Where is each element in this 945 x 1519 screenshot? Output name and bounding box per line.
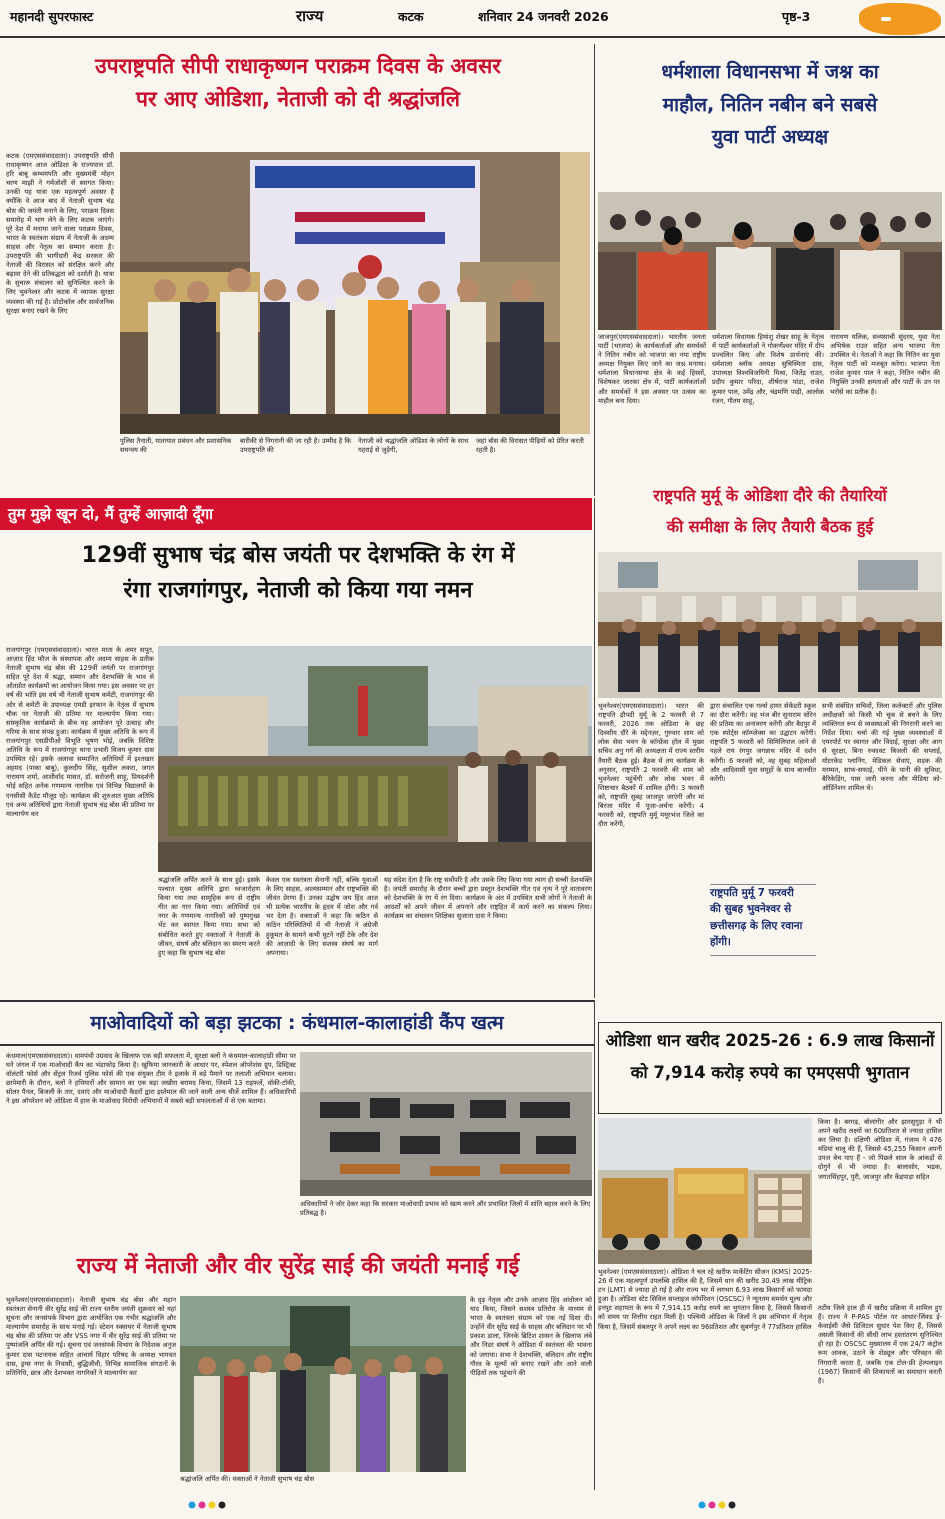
story6-body-col1: भुवनेश्वर(एमएससंवाददाता)। नेताजी सुभाष चंद्र बोस और महान स्वतंत्रता सेनानी वीर सुरेंद्र साई की राज्य स्तरीय जयंती शुक्रवार को यहां सूचना और जनसंपर्क विभाग द्वारा आयोजित एक गंभीर श्रद्धांजलि और माल्यार्पण समारोह के साथ मनाई गई। स्टेशन स्क्वायर में नेताजी सुभाष चंद्र बोस की प्रतिमा पर और VSS नगर में वीर सुरेंद्र साई की प्रतिमा पर पुष्पांजलि अर्पित की गई। सूचना एवं जनसंपर्क विभाग के निदेशक अनुज कुमार दास पटनायक सहित आचार्य विहार परिषद के अध्यक्ष भागवत दास, ड्रग्स नगर के निवासी, बुद्धिजीवी, विभिन्न सामाजिक संगठनों के प्रतिनिधि, छात्र और देशभक्त नागरिकों ने माल्यार्पण कर (6, 1296, 176, 1377)
story4-body-col3: सभी संबंधित सचिवों, जिला कलेक्टरों और पुलिस अधीक्षकों को किसी भी चूक से बचने के लिए व्यक्तिगत रूप से व्यवस्थाओं की निगरानी करने का निर्देश दिया। चर्चा की गई मुख्य व्यवस्थाओं में एयरपोर्ट पर स्वागत और विदाई, सुरक्षा और आग से सुरक्षा, बिना रुकावट बिजली की सप्लाई, मोटरकेड प्लानिंग, मेडिकल सेवाएं, सड़क की मरम्मत, साफ-सफाई, पीने के पानी की सुविधा, बैरिकेडिंग, पास जारी करना और मीडिया को-ऑर्डिनेशन शामिल थे। (822, 702, 942, 792)
story2-headline-line1: धर्मशाला विधानसभा में जश्न का (661, 61, 879, 83)
page-number: पृष्ठ-3 (782, 9, 811, 24)
callout-line3: छत्तीसगढ़ के लिए रवाना (710, 919, 803, 932)
story7-body-col3: तटीय जिले हाल ही में खरीद प्रक्रिया में शामिल हुए हैं। राज्य ने P-PAS पोर्टल पर आधार-लिंक्ड ई-केवाईसी जैसे डिजिटल सुधार पेश किए हैं, जिससे असली किसानों की सीधी लाभ हस्तांतरण सुनिश्चित हो रहा है। OSCSC मुख्यालय में एक 24/7 कंट्रोल रूम आवक, उठाने के शेड्यूल और परिवहन की निगरानी करता है, जबकि एक टोल-फ्री हेल्पलाइन (1967) किसानों की शिकायतों का समाधान करती है। (818, 1304, 942, 1385)
issue-date: शनिवार 24 जनवरी 2026 (478, 9, 609, 24)
section-name: राज्य (296, 7, 324, 25)
story3-headline-line2: रंगा राजगांगपुर, नेताजी को किया गया नमन (123, 578, 473, 604)
story6-body-col2: के दृढ़ नेतृत्व और उनके आज़ाद हिंद आंदोलन को याद किया, जिसने सशस्त्र प्रतिरोध के माध्यम से भारत के स्वतंत्रता संग्राम को एक नई दिशा दी। उन्होंने वीर सुरेंद्र साई के साहस और बलिदान पर भी प्रकाश डाला, जिनके ब्रिटिश शासन के खिलाफ लंबे और निडर संघर्ष ने ओडिशा में स्वतंत्रता की भावना को जगाया। सभा ने देशभक्ति, बलिदान और राष्ट्रीय गौरव के मूल्यों को बनाए रखने और आने वाली पीढ़ियों तक पहुंचाने की (470, 1296, 592, 1377)
story4-body-col1: भुवनेश्वर(एमएससंवाददाता)। भारत की राष्ट्रपति द्रौपदी मुर्मू के 2 फरवरी से 7 फरवरी, 2026 तक ओडिशा के छह दिवसीय दौरे के मद्देनज़र, गुरुवार शाम को लोक सेवा भवन के कॉन्फ्रेंस हॉल में मुख्य सचिव अनु गर्ग की अध्यक्षता में राज्य स्तरीय तैयारी बैठक हुई। बैठक में तय कार्यक्रम के अनुसार, राष्ट्रपति 2 फरवरी की शाम को भुवनेश्वर पहुंचेंगी और लोक भवन में शिष्टाचार बैठकों में शामिल होंगी। 3 फरवरी को, राष्ट्रपति सुबह जाजपुर जाएंगी और मां बिरजा मंदिर में पूजा-अर्चना करेंगी। 4 फरवरी को, राष्ट्रपति मुर्मू मयूरभंज जिले का दौरा करेंगी, (598, 702, 704, 829)
story5-headline-box (0, 1000, 594, 1046)
story6-caption: श्रद्धांजलि अर्पित की। वक्ताओं ने नेताजी सुभाष चंद्र बोस (180, 1475, 315, 1483)
story1-headline-line2: पर आए ओडिशा, नेताजी को दी श्रद्धांजलि (136, 86, 460, 111)
story3-banner: तुम मुझे खून दो, मैं तुम्हें आज़ादी दूँगा (0, 498, 592, 530)
story5-body: कंधमाल(एमएससंवाददाता)। वामपंथी उग्रवाद के खिलाफ एक बड़ी सफलता में, सुरक्षा बलों ने कंधमाल-कालाहांडी सीमा पर घने जंगल में एक माओवादी कैंप का भंडाफोड़ किया है। खुफिया जानकारी के आधार पर, स्पेशल ऑपरेशंस ग्रुप, डिस्ट्रिक्ट वॉलंटरी फोर्स और सेंट्रल रिजर्व पुलिस फोर्स की एक संयुक्त टीम ने इलाके में बड़े पैमाने पर तलाशी अभियान चलाया। छापेमारी के दौरान, बलों ने हथियारों और सामान का एक बड़ा जखीरा बरामद किया, जिसमें 13 राइफलें, वॉकी-टॉकी, सोलर पैनल, बिजली के तार, दवाएं और माओवादी कैडरों द्वारा इस्तेमाल की जाने वाली अन्य चीजें शामिल हैं। अधिकारियों ने इस ऑपरेशन को ओडिशा में हाल के माओवाद विरोधी अभियानों में सबसे बड़ी सफलताओं में से एक बताया। (6, 1052, 296, 1106)
odisha-map-icon (859, 3, 941, 35)
paper-name: महानदी सुपरफास्ट (10, 9, 94, 24)
callout-line4: होंगी। (710, 935, 731, 948)
story1-headline-line1: उपराष्ट्रपति सीपी राधाकृष्णन पराक्रम दिवस के अवसर (95, 54, 501, 78)
city-name: कटक (398, 9, 424, 24)
story3-photo (158, 646, 592, 872)
masthead-bar (0, 0, 945, 38)
story4-headline-line2: की समीक्षा के लिए तैयारी बैठक हुई (666, 517, 874, 537)
story2-headline (600, 56, 940, 154)
story3-body-col1: राजगांगपुर (एमएससंवाददाता)। भारत माता के अमर सपूत, आज़ाद हिंद फौज के संस्थापक और अदम्य साहस के प्रतीक नेताजी सुभाष चंद्र बोस की 129वीं जयंती पर राजगांगपुर सहित पूरे देश में श्रद्धा, सम्मान और देशभक्ति के भाव से ओतप्रोत कार्यक्रमों का आयोजन किया गया। इस अवसर पर हर वर्ष की भांति इस वर्ष भी नेताजी सुभाष कमेटी, राजगांगपुर की ओर से कमेटी के उपाध्यक्ष एमडी इरफान के नेतृत्व में सुभाष चौक पर नेताजी की प्रतिमा पर माल्यार्पण किया गया। सांस्कृतिक कार्यक्रमों के बीच यह आयोजन पूरे उत्साह और गरिमा के साथ संपन्न हुआ। कार्यक्रम में मुख्य अतिथि के रूप में राजगांगपुर एसडीपीओ विभूति भूषण भोई, जबकि विशिष्ट अतिथि के रूप में राजगांगपुर थाना प्रभारी विजय कुमार दास उपस्थित रहे। इसके अलावा सम्मानित अतिथियों में इश्तखार अहमद (पाका बाबू), कुलदीप सिंह, सुशील लकरा, जगत नारायण शर्मा, आशीर्वाद मासत, डॉ. सरोजनी साहू, प्रियदर्शनी भोई सहित अनेक गणमान्य नागरिक एवं विभिन्न विद्यालयों के एनसीसी कैडेट मौजूद रहे। कार्यक्रम की शुरुआत मुख्य अतिथि एवं अन्य अतिथियों द्वारा नेताजी सुभाष चंद्र बोस की प्रतिमा पर माल्यार्पण कर (6, 646, 154, 818)
callout-line1: राष्ट्रपति मुर्मू 7 फरवरी (710, 887, 794, 899)
story2-photo (598, 192, 942, 330)
story7-headline-box (598, 1022, 942, 1114)
story1-caption-2: बारीकी से निगरानी की जा रही है। उम्मीद है कि उपराष्ट्रपति की (240, 437, 352, 454)
footer-strip (0, 1492, 945, 1519)
story4-headline-line1: राष्ट्रपति मुर्मू के ओडिशा दौरे की तैयारियों (653, 486, 887, 505)
story2-body-col2: धर्मशाला विधायक हिमांशु शेखर साहू के नेतृत्व में पार्टी कार्यकर्ताओं ने गोकर्णेश्वर मंदिर में दीप प्रज्वलित किए और विशेष प्रार्थनाएं कीं। धर्मशाला ब्लॉक अध्यक्ष सुचिस्मिता दास, उपाध्यक्ष विश्वविजयिनी मिश्रा, जितेंद्र राउत, प्रदीप कुमार परिदा, शीर्षराज पांडा, राजेश कुमार पाल, उमेंद्र और, चंद्रमणि पाढ़ी, आलोक रंजन, गौतम साहू, (712, 333, 824, 405)
story4-callout (710, 884, 816, 956)
story5-headline: माओवादियों को बड़ा झटका : कंधमाल-कालाहांडी कैंप खत्म (90, 1012, 504, 1034)
story2-headline-line3: युवा पार्टी अध्यक्ष (711, 126, 829, 149)
story1-caption-1: पुलिस तैनाती, यातायात प्रबंधन और प्रशासनिक समन्वय की (120, 437, 232, 454)
story3-body-col4: यह संदेश देता है कि राष्ट्र सर्वोपरि है और उसके लिए किया गया त्याग ही सच्ची देशभक्ति है। जयंती समारोह के दौरान बच्चों द्वारा प्रस्तुत देशभक्ति गीत एवं नृत्य ने पूरे वातावरण को देशभक्ति के रंग में रंग दिया। कार्यक्रम के अंत में उपस्थित सभी लोगों ने नेताजी के आदर्शों को अपने जीवन में अपनाने और राष्ट्रहित में कार्य करने का संकल्प लिया। कार्यक्रम का संचालन शिक्षिका सुजाता दास ने किया। (384, 876, 592, 921)
story3-headline-line1: 129वीं सुभाष चंद्र बोस जयंती पर देशभक्ति के रंग में (81, 543, 515, 568)
column-divider (594, 1000, 595, 1490)
story5-caption: अधिकारियों ने जोर देकर कहा कि सरकार माओवादी प्रभाव को खत्म करने और प्रभावित जिलों में शांति बहाल करने के लिए प्रतिबद्ध है। (300, 1200, 591, 1217)
story1-photo (120, 152, 590, 434)
story1-caption-4: जहां बोस की विरासत पीढ़ियों को प्रेरित करती रहती है। (476, 437, 584, 454)
story7-headline-line1: ओडिशा धान खरीद 2025-26 : 6.9 लाख किसानों (605, 1031, 935, 1050)
story7-headline-line2: को 7,914 करोड़ रुपये का एमएसपी भुगतान (630, 1063, 910, 1083)
story4-photo (598, 552, 942, 698)
story6-headline: राज्य में नेताजी और वीर सुरेंद्र साई की जयंती मनाई गई (76, 1254, 520, 1279)
story7-headline (599, 1023, 941, 1089)
story1-caption-3: नेताजी को श्रद्धांजलि ओडिशा के लोगों के साथ गहराई से जुड़ेगी, (358, 437, 469, 454)
story2-body-col1: जाजपुर(एमएससंवाददाता)। भारतीय जनता पार्टी (भाजपा) के कार्यकर्ताओं और समर्थकों ने नितिन नबीन को भाजपा का नया राष्ट्रीय अध्यक्ष नियुक्त किए जाने का जश्न मनाया। धर्मशाला विधानसभा क्षेत्र के कई हिस्सों, विशेषकर जारका क्षेत्र में, पार्टी कार्यकर्ताओं और समर्थकों ने इस अवसर पर उत्सव का माहौल बना दिया। (598, 333, 706, 405)
story2-body-col3: नारायण मलिक, सव्यसाची सुंदरय, युवा नेता अभिषेक राउत सहित अन्य भाजपा नेता उपस्थित थे। नेताओं ने कहा कि नितिन का युवा नेतृत्व पार्टी को मजबूत करेगा। भाजपा नेता राजेश कुमार पाल ने कहा, नितिन नबीन की नियुक्ति उनकी क्षमताओं और पार्टी के उन पर भरोसे का प्रतीक है। (830, 333, 940, 396)
story1-body: कटक (एमएससंवाददाता)। उपराष्ट्रपति सीपी राधाकृष्णन आज ओडिशा के राज्यपाल डॉ. हरि बाबू कम्भमपति और मुख्यमंत्री मोहन चरण माझी ने गर्मजोशी से स्वागत किया। उनकी यह यात्रा एक महत्वपूर्ण अवसर है क्योंकि वे आज बाद में नेताजी सुभाष चंद्र बोस की जयंती मनाने के लिए, पराक्रम दिवस समारोह में भाग लेने के लिए कटक जाएंगे। पूरे देश में मनाया जाने वाला पराक्रम दिवस, भारत के स्वतंत्रता संग्राम में नेताजी के अदम्य साहस और नेतृत्व का सम्मान करता है। उपराष्ट्रपति की भागीदारी केंद्र सरकार की नेताजी की विरासत को संरक्षित करने और बढ़ावा देने की प्रतिबद्धता को दर्शाती है। यात्रा के सुचारू संचालन को सुनिश्चित करने के लिए भुवनेश्वर और कटक में व्यापक सुरक्षा व्यवस्था की गई है। प्रोटोकॉल और सार्वजनिक सुरक्षा बनाए रखने के लिए (6, 152, 114, 315)
story4-body-col2: द्वारा संचालित एक गर्ल्स हायर सेकेंडरी स्कूल का दौरा करेंगी। वह भंज बीर सुनाराम सोरेन की प्रतिमा का अनावरण करेंगी और बैदपुर में एक स्पोर्ट्स कॉम्प्लेक्स का उद्घाटन करेंगी। राष्ट्रपति 5 फरवरी को सिमिलिपाल जाने से पहले राय रंगपुर जगन्नाथ मंदिर में दर्शन करेंगी। 6 फरवरी को, वह सुबह महिलाओं और आदिवासी युवा समूहों के साथ बातचीत करेंगी। (710, 702, 816, 783)
column-divider (594, 498, 595, 998)
story7-body-col2: भुवनेश्वर (एमएससंवाददाता)। ओडिशा ने चल रहे खरीफ मार्केटिंग सीजन (KMS) 2025-26 में एक महत्वपूर्ण उपलब्धि हासिल की है, जिसमें धान की खरीद 30.49 लाख मीट्रिक टन (LMT) से ज्यादा हो गई है और राज्य भर में लगभग 6.93 लाख किसानों को फायदा हुआ है। ओडिशा स्टेट सिविल सप्लाइज कॉर्पोरेशन (OSCSC) ने न्यूनतम समर्थन मूल्य और इनपुट सहायता के रूप में 7,914.15 करोड़ रुपये का भुगतान किया है, जिससे किसानों को समय पर वित्तीय राहत मिली है। पश्चिमी ओडिशा के जिलों ने इस अभियान में नेतृत्व किया है, जिसमें संबलपुर ने अपने लक्ष्य का 96प्रतिशत और सुबर्णपुर ने 77प्रतिशत हासिल (598, 1268, 812, 1331)
story1-headline (4, 50, 592, 115)
story7-body-col1: किया है। बरगढ़, बोलांगीर और झारसुगुड़ा ने भी अपने खरीद लक्ष्यों का 60प्रतिशत से ज्यादा हासिल कर लिया है। दक्षिणी ओडिशा में, गंजाम ने 476 मंडियां चालू की हैं, जिससे 45,255 किसान अपनी उपज बेच पाए हैं - जो पिछले साल के आंकड़ों से दोगुने से भी ज्यादा है। बालासोर, भद्रक, जगतसिंहपुर, पुरी, जाजपुर और केंद्रपाड़ा सहित (818, 1118, 942, 1181)
story6-photo (180, 1296, 466, 1472)
callout-line2: की सुबह भुवनेश्वर से (710, 903, 792, 916)
story5-photo (300, 1052, 592, 1196)
story3-body-col3: केवल एक स्वतंत्रता सेनानी नहीं, बल्कि युवाओं के लिए साहस, आत्मसम्मान और राष्ट्रभक्ति की जीवंत प्रेरणा हैं। उनका उद्घोष जय हिंद आज भी प्रत्येक भारतीय के हृदय में जोश और गर्व भर देता है। वक्ताओं ने कहा कि कठिन से कठिन परिस्थितियों में भी नेताजी ने अंग्रेजी हुकूमत के सामने कभी घुटने नहीं टेके और देश की आज़ादी के लिए सशस्त्र संघर्ष का मार्ग अपनाया। (266, 876, 378, 957)
story4-headline (598, 480, 942, 542)
column-divider (594, 44, 595, 496)
story3-body-col2: श्रद्धांजलि अर्पित करने के साथ हुई। इसके पश्चात मुख्य अतिथि द्वारा ध्वजारोहण किया गया तथा सामूहिक रूप से राष्ट्रीय गीत का गान किया गया। अतिथियों एवं नगर के गणमान्य नागरिकों को पुष्पगुच्छ भेंट कर स्वागत किया गया। सभा को संबोधित करते हुए वक्ताओं ने नेताजी के जीवन, संघर्ष और बलिदान का स्मरण करते हुए कहा कि सुभाष चंद्र बोस (158, 876, 260, 957)
story3-headline (4, 538, 592, 608)
story2-headline-line2: माहौल, नितिन नबीन बने सबसे (662, 93, 878, 116)
story7-photo (598, 1118, 812, 1264)
